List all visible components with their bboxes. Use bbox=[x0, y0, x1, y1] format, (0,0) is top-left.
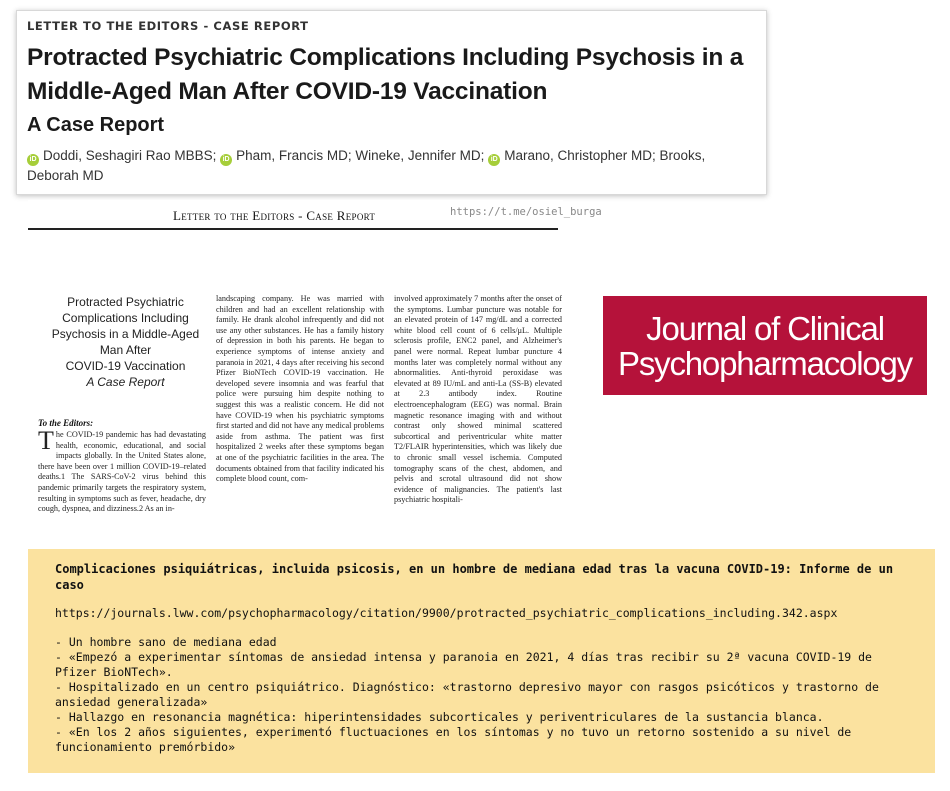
paper-title-line: COVID-19 Vaccination bbox=[65, 359, 186, 373]
paper-title-line: Man After bbox=[99, 343, 152, 357]
telegram-watermark: https://t.me/osiel_burga bbox=[450, 206, 602, 218]
paper-title-subtitle: A Case Report bbox=[86, 375, 165, 389]
journal-logo bbox=[603, 296, 927, 395]
author-link[interactable]: Doddi, Seshagiri Rao MBBS; bbox=[43, 148, 217, 163]
summary-title: Complicaciones psiquiátricas, incluida psicosis, en un hombre de mediana edad tras la vacuna COVID-19: Informe de un caso bbox=[55, 562, 894, 592]
paper-title-line: Protracted Psychiatric bbox=[67, 295, 184, 309]
to-the-editors: To the Editors: bbox=[38, 418, 94, 428]
journal-logo-line: Journal of Clinical bbox=[646, 309, 884, 347]
author-link[interactable]: Marano, Christopher MD; Brooks, Deborah MD bbox=[27, 148, 706, 183]
summary-box bbox=[28, 549, 935, 773]
author-link[interactable]: Pham, Francis MD; Wineke, Jennifer MD; bbox=[236, 148, 485, 163]
summary-bullet: - «Empezó a experimentar síntomas de ansiedad intensa y paranoia en 2021, 4 días tras recibir su 2ª vacuna COVID-19 de Pfizer BioNTech». bbox=[55, 650, 872, 679]
paper-column-2: landscaping company. He was married with children and had an excellent relationship with family. He drank alcohol infrequently and did not use any other substances. He has a family history of depression in both his parents. He began to experience symptoms of intense anxiety and paranoia in 2021, 4 days after receiving his second Pfizer BioNTech COVID-19 vaccination. He developed severe insomnia and was fearful that police were pursuing him despite nothing to suggest this was a realistic concern. He did not have COVID-19 when his psychiatric symptoms first started and did not have any medical problems aside from asthma. The patient was first hospitalized 2 weeks after these symptoms began at one of the psychiatric facilities in the area. The documents obtained from that facility indicated his complete blood count, com- bbox=[216, 294, 384, 484]
summary-bullet: - Hospitalizado en un centro psiquiátrico. Diagnóstico: «trastorno depresivo mayor con rasgos psicóticos y trastorno de ansiedad generalizada» bbox=[55, 680, 879, 709]
source-link[interactable]: https://journals.lww.com/psychopharmacology/citation/9900/protracted_psychiatric_complications_including.342.aspx bbox=[55, 606, 838, 620]
summary-bullet-list bbox=[55, 635, 908, 755]
summary-bullet: - «En los 2 años siguientes, experimentó fluctuaciones en los síntomas y no tuvo un retorno sostenido a su nivel de funcionamiento premórbido» bbox=[55, 725, 852, 754]
orcid-icon[interactable]: iD bbox=[220, 154, 232, 166]
paper-article-title bbox=[48, 294, 203, 390]
paper-title-line: Psychosis in a Middle-Aged bbox=[51, 327, 200, 341]
orcid-icon[interactable]: iD bbox=[488, 154, 500, 166]
author-list bbox=[27, 146, 756, 185]
article-title[interactable]: Protracted Psychiatric Complications Including Psychosis in a Middle-Aged Man After COVID-19 Vaccination bbox=[27, 44, 744, 105]
paper-column-1 bbox=[38, 430, 206, 530]
paper-scan bbox=[28, 200, 563, 530]
article-subtitle: A Case Report bbox=[27, 114, 165, 136]
article-category: LETTER TO THE EDITORS - CASE REPORT bbox=[27, 19, 309, 33]
paper-column-1-text: he COVID-19 pandemic has had devastating health, economic, educational, and social impacts globally. In the United States alone, there have been over 1 million COVID-19–related deaths.1 The SARS-CoV-2 virus behind this pandemic primarily targets the respiratory system, resulting in symptoms such as fever, headache, dry cough, dyspnea, and dizziness.2 As an in- bbox=[38, 430, 206, 514]
paper-column-3: involved approximately 7 months after the onset of the symptoms. Lumbar puncture was notable for an elevated protein of 147 mg/dL and a corrected white blood cell count of 6 cells/μL. Multiple sclerosis profile, ENC2 panel, and Alzheimer's panel were normal. Repeat lumbar puncture 4 months later was completely normal without any abnormalities. Anti-thyroid peroxidase was elevated at 89 IU/mL and anti-La (SS-B) elevated at 2.3 antibody index. Routine electroencephalogram (EEG) was normal. Brain magnetic resonance imaging with and without contrast only showed minimal scattered subcortical and periventricular white matter T2/FLAIR hyperintensities, which was likely due to chronic small vessel ischemia. Computed tomography scans of the chest, abdomen, and pelvis and scrotal ultrasound did not show evidence of malignancies. The patient's last psychiatric hospitali- bbox=[394, 294, 562, 505]
summary-bullet: - Un hombre sano de mediana edad bbox=[55, 635, 277, 649]
article-header-card bbox=[16, 10, 767, 195]
summary-bullet: - Hallazgo en resonancia magnética: hiperintensidades subcorticales y periventriculares de la sustancia blanca. bbox=[55, 710, 824, 724]
drop-cap: T bbox=[38, 430, 54, 455]
orcid-icon[interactable]: iD bbox=[27, 154, 39, 166]
paper-header-rule bbox=[28, 228, 558, 230]
journal-logo-line: Psychopharmacology bbox=[618, 344, 912, 382]
paper-title-line: Complications Including bbox=[62, 311, 189, 325]
paper-section-header: Letter to the Editors - Case Report bbox=[173, 208, 376, 223]
